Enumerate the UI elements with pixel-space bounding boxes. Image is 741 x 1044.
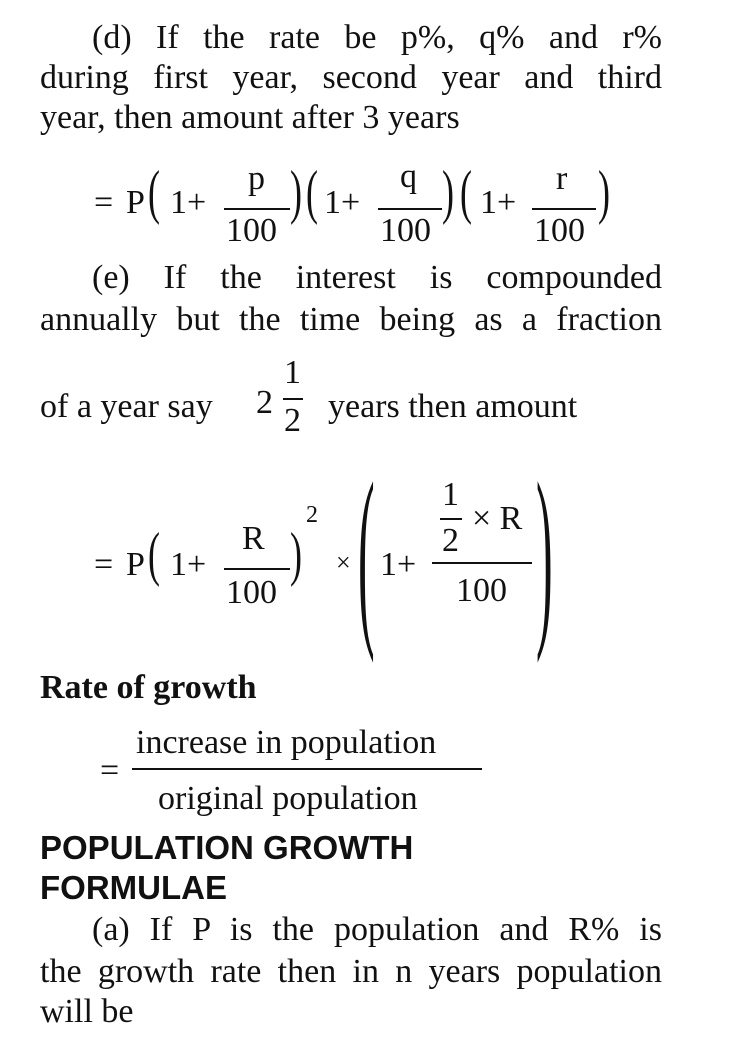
equals-sign: = <box>100 752 120 789</box>
inner-fraction-den: 2 <box>442 522 459 559</box>
numerator-R: R <box>242 520 265 557</box>
fraction-bar <box>224 568 290 570</box>
big-right-paren: ) <box>536 443 553 664</box>
numerator-p: p <box>248 160 265 197</box>
times-R: × R <box>472 500 523 537</box>
denominator: 100 <box>534 212 585 249</box>
right-paren: ) <box>598 159 610 225</box>
equals-sign: = <box>94 184 114 221</box>
times-sign: × <box>336 548 351 577</box>
one-plus: 1+ <box>170 546 207 583</box>
right-paren: ) <box>290 521 302 587</box>
denominator: 100 <box>226 212 277 249</box>
big-left-paren: ( <box>358 443 375 664</box>
fraction-bar <box>532 208 596 210</box>
text-line: annually but the time being as a fraction <box>40 301 662 338</box>
text-line: year, then amount after 3 years <box>40 99 460 136</box>
left-paren: ( <box>460 159 472 225</box>
right-paren: ) <box>442 159 454 225</box>
one-plus: 1+ <box>170 184 207 221</box>
text-line: during first year, second year and third <box>40 59 662 96</box>
one-plus: 1+ <box>380 546 417 583</box>
text-line: the growth rate then in n years population <box>40 953 662 990</box>
exponent: 2 <box>306 502 318 528</box>
equals-sign: = <box>94 546 114 583</box>
principal: P <box>126 546 145 583</box>
numerator-r: r <box>556 160 568 197</box>
fraction-num: 1 <box>284 354 301 391</box>
mixed-whole: 2 <box>256 384 273 421</box>
fraction-bar <box>432 562 532 564</box>
numerator-q: q <box>400 158 417 195</box>
text-fragment: years then amount <box>328 388 578 425</box>
text-line: (d) If the rate be p%, q% and r% <box>92 19 662 56</box>
text-line: (e) If the interest is compounded <box>92 259 662 296</box>
denominator: 100 <box>226 574 277 611</box>
section-heading: FORMULAE <box>40 869 227 906</box>
fraction-bar <box>224 208 290 210</box>
fraction-den: 2 <box>284 402 301 439</box>
denominator: 100 <box>456 572 507 609</box>
principal: P <box>126 184 145 221</box>
text-line: (a) If P is the population and R% is <box>92 911 662 948</box>
inner-fraction-num: 1 <box>442 476 459 513</box>
left-paren: ( <box>148 521 160 587</box>
section-heading: POPULATION GROWTH <box>40 829 414 866</box>
right-paren: ) <box>290 159 302 225</box>
inner-fraction-bar <box>440 518 462 520</box>
fraction-bar <box>132 768 482 770</box>
numerator: increase in population <box>136 724 437 761</box>
one-plus: 1+ <box>480 184 517 221</box>
one-plus: 1+ <box>324 184 361 221</box>
fraction-bar <box>378 208 442 210</box>
left-paren: ( <box>148 159 160 225</box>
denominator: original population <box>158 780 418 817</box>
text-fragment: of a year say <box>40 388 213 425</box>
fraction-bar <box>283 398 303 400</box>
left-paren: ( <box>306 159 318 225</box>
section-heading: Rate of growth <box>40 669 257 706</box>
denominator: 100 <box>380 212 431 249</box>
text-line: will be <box>40 993 134 1030</box>
